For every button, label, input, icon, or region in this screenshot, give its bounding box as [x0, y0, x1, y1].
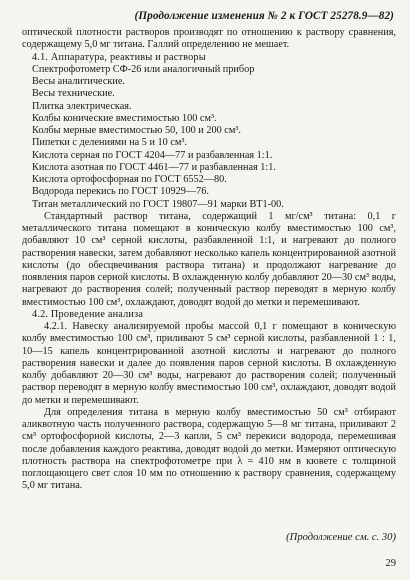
reagent-item: Кислота серная по ГОСТ 4204—77 и разбавленная 1:1. — [32, 149, 273, 161]
reagent-item: Кислота азотная по ГОСТ 4461—77 и разбавленная 1:1. — [32, 161, 276, 173]
reagent-item: Титан металлический по ГОСТ 19807—91 марки ВТ1-00. — [32, 198, 284, 210]
equipment-item: Колбы мерные вместимостью 50, 100 и 200 см³. — [32, 125, 241, 136]
page-header: (Продолжение изменения № 2 к ГОСТ 25278.9—82) — [134, 10, 394, 22]
reagent-item: Водорода перекись по ГОСТ 10929—76. — [32, 186, 209, 198]
equipment-item: Колбы конические вместимостью 100 см³. — [32, 112, 217, 124]
equipment-item: Спектрофотометр СФ-26 или аналогичный прибор — [32, 63, 255, 75]
section-heading-4-1: 4.1. Аппаратура, реактивы и растворы — [32, 51, 206, 63]
paragraph-titanium-determination: Для определения титана в мерную колбу вместимостью 50 см³ отбирают аликвотную часть полученного раствора, содержащую 5—8 мг титана, приливают 2 см³ ортофосфорной кислоты, 2—3 капли, 5 см³ перекиси водорода, перемешивая после добавления каждого реактива, доводят водой до метки. Измеряют оптическую плотность раствора на спектрофотометре при λ = 410 нм в кювете с толщиной поглощающего свет слоя 10 мм по отношению к раствору сравнения, содержащему 5,0 мг титана. — [22, 406, 396, 492]
continued-note: (Продолжение см. с. 30) — [286, 532, 396, 543]
reagent-item: Кислота ортофосфорная по ГОСТ 6552—80. — [32, 174, 227, 185]
paragraph-intro: оптической плотности растворов производят по отношению к раствору сравнения, содержащему 5,0 мг титана. Галлий определению не мешает. — [22, 27, 396, 51]
paragraph-standard-solution: Стандартный раствор титана, содержащий 1 мг/см³ титана: 0,1 г металлического титана помещают в коническую колбу вместимостью 100 см³, добавляют 10 см³ серной кислоты, разбавленной 1:1, и нагревают до полного растворения навески, затем добавляют несколько капель концентрированной азотной кислоты (до обесцвечивания раствора титана) и продолжают нагревание до появления паров серной кислоты. В охлажденную колбу добавляют 20—30 см³ воды, нагревают до растворения солей; полученный раствор переводят в мерную колбу вместимостью 100 см³, охлаждают, доводят водой до метки и перемешивают. — [22, 210, 396, 308]
page-number: 29 — [385, 558, 396, 569]
section-heading-4-2: 4.2. Проведение анализа — [32, 308, 144, 320]
equipment-item: Плитка электрическая. — [32, 100, 132, 112]
document-body — [22, 27, 396, 493]
equipment-item: Весы технические. — [32, 88, 115, 100]
equipment-item: Пипетки с делениями на 5 и 10 см³. — [32, 137, 188, 149]
paragraph-4-2-1: 4.2.1. Навеску анализируемой пробы массой 0,1 г помещают в коническую колбу вместимостью 100 см³, приливают 5 см³ серной кислоты, разбавленной 1 : 1, 10—15 капель концентрированной азотной кислоты и нагревают до полного растворения навески и далее до появления паров серной кислоты. В охлажденную колбу добавляют 20—30 см³ воды, нагревают до растворения солей; полученный раствор переводят в мерную колбу вместимостью 100 см³, охлаждают, доводят водой до метки и перемешивают. — [22, 321, 396, 406]
equipment-item: Весы аналитические. — [32, 76, 125, 87]
